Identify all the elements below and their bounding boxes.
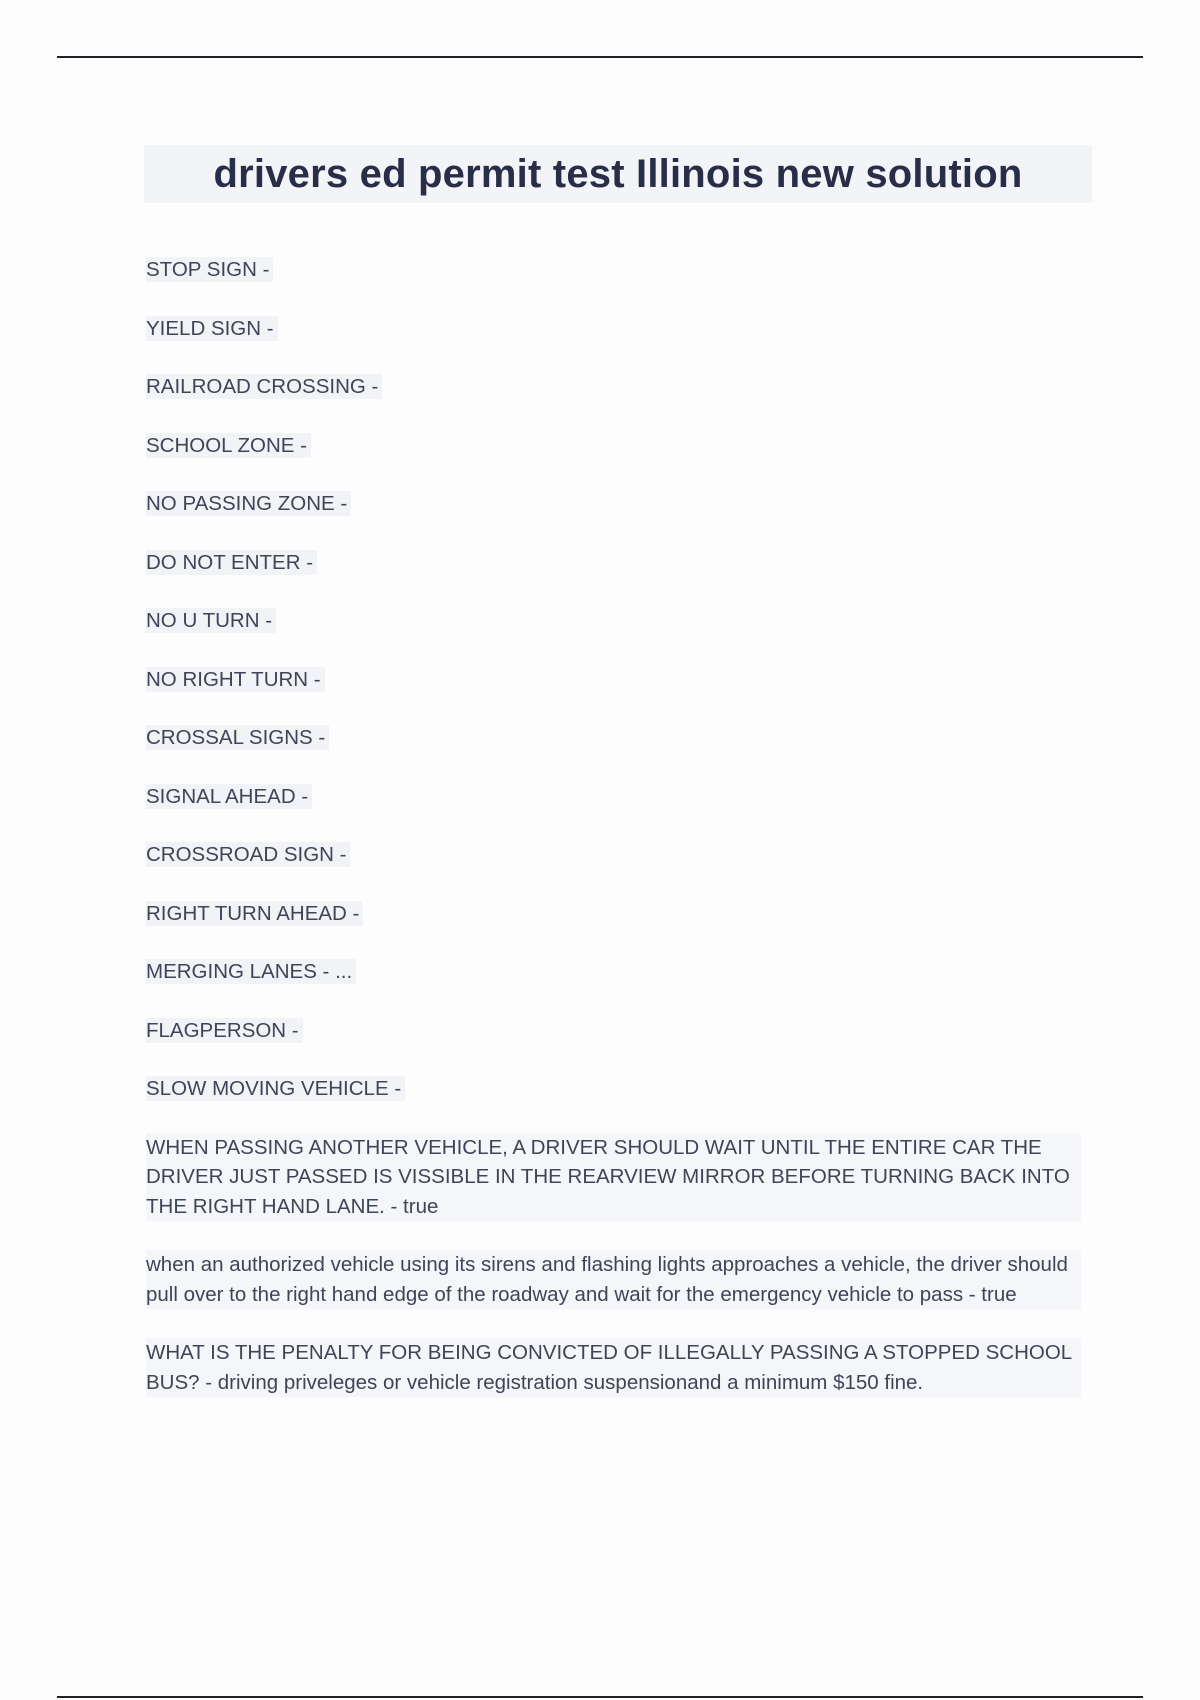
term-text: CROSSAL SIGNS - [146,725,329,750]
term-text: FLAGPERSON - [146,1018,303,1043]
term-flagperson [146,1016,1081,1046]
term-yield-sign [146,314,1081,344]
term-text: MERGING LANES - ... [146,959,356,984]
term-text: NO PASSING ZONE - [146,491,351,516]
term-text: NO RIGHT TURN - [146,667,325,692]
term-merging-lanes [146,957,1081,987]
term-no-u-turn [146,606,1081,636]
term-signal-ahead [146,782,1081,812]
term-no-right-turn [146,665,1081,695]
paragraph-school-bus-penalty: WHAT IS THE PENALTY FOR BEING CONVICTED OF ILLEGALLY PASSING A STOPPED SCHOOL BUS? - driving priveleges or vehicle registration suspensionand a minimum $150 fine. [146,1338,1081,1397]
term-crossal-signs [146,723,1081,753]
document-body [146,255,1081,1426]
term-text: NO U TURN - [146,608,276,633]
header-rule [57,56,1143,58]
paragraph-emergency-vehicle: when an authorized vehicle using its sirens and flashing lights approaches a vehicle, the driver should pull over to the right hand edge of the roadway and wait for the emergency vehicle to pass - true [146,1250,1081,1309]
footer-rule [57,1696,1143,1698]
term-text: RIGHT TURN AHEAD - [146,901,363,926]
term-text: DO NOT ENTER - [146,550,317,575]
term-text: SCHOOL ZONE - [146,433,311,458]
document-title: drivers ed permit test Illinois new solution [213,152,1023,196]
term-text: SIGNAL AHEAD - [146,784,312,809]
term-text: CROSSROAD SIGN - [146,842,350,867]
term-school-zone [146,431,1081,461]
term-no-passing-zone [146,489,1081,519]
term-slow-moving-vehicle [146,1074,1081,1104]
term-text: SLOW MOVING VEHICLE - [146,1076,405,1101]
term-text: YIELD SIGN - [146,316,278,341]
term-text: RAILROAD CROSSING - [146,374,382,399]
term-text: STOP SIGN - [146,257,273,282]
term-do-not-enter [146,548,1081,578]
term-right-turn-ahead [146,899,1081,929]
term-stop-sign [146,255,1081,285]
term-crossroad-sign [146,840,1081,870]
term-railroad-crossing [146,372,1081,402]
paragraph-passing-vehicle: WHEN PASSING ANOTHER VEHICLE, A DRIVER SHOULD WAIT UNTIL THE ENTIRE CAR THE DRIVER JUST PASSED IS VISSIBLE IN THE REARVIEW MIRROR BEFORE TURNING BACK INTO THE RIGHT HAND LANE. - true [146,1133,1081,1222]
